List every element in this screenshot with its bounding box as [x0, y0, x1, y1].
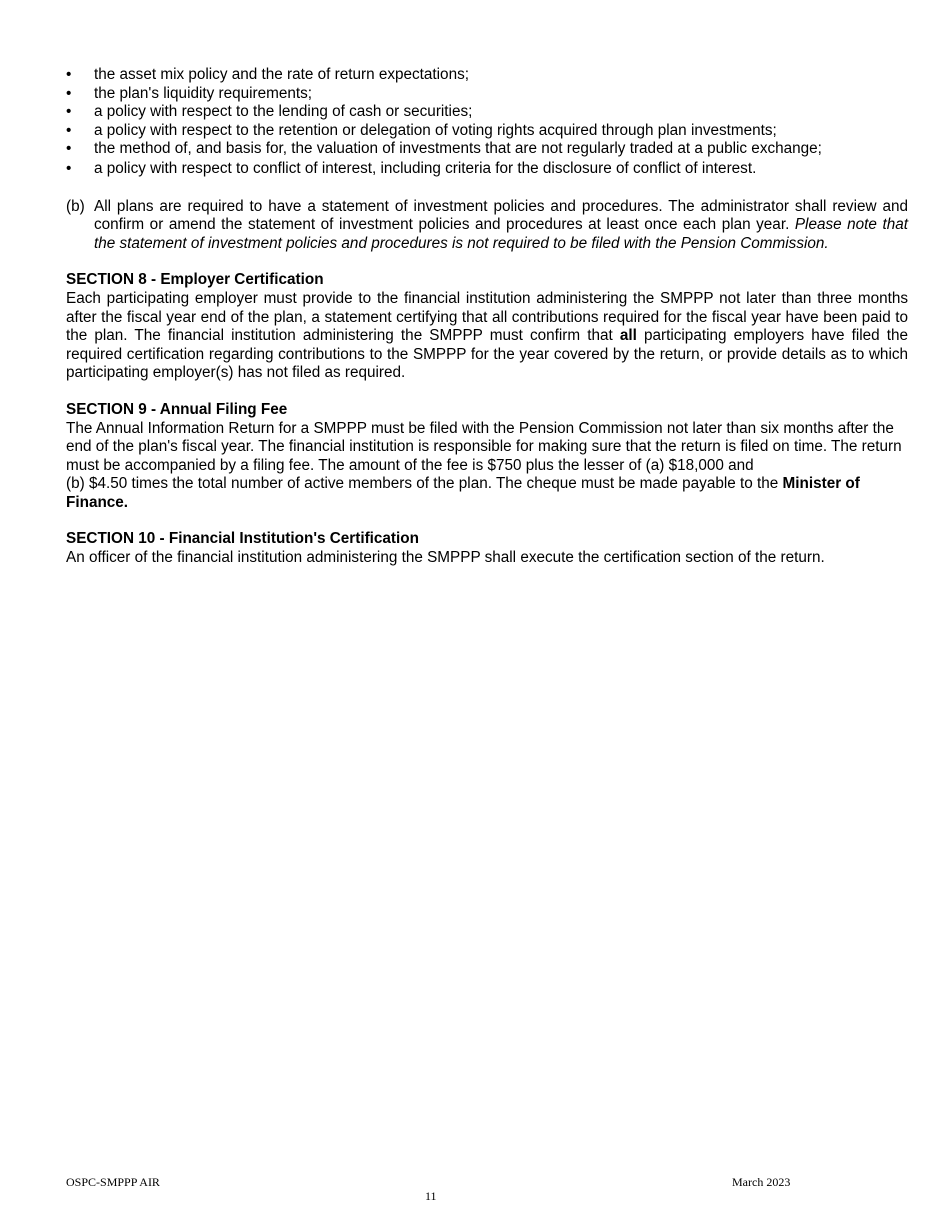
bullet-icon: • — [66, 66, 72, 83]
list-item: • a policy with respect to conflict of interest, including criteria for the disclosure of conflict of interest. — [66, 159, 757, 177]
document-page — [66, 66, 908, 568]
section-8-text: Each participating employer must provide to the financial institution administering the SMPPP not later than three months after the fiscal year end of the plan, a statement certifying that all contributions required for the fiscal year have been paid to the plan. The financial institution administering the SMPPP must confirm that all participating employers have filed the required certification regarding contributions to the SMPPP for the year covered by the return, or provide details as to which participating employer(s) has not filed as required. — [66, 289, 909, 382]
section-9-text: The Annual Information Return for a SMPPP must be filed with the Pension Commission not later than six months after the end of the plan's fiscal year. The financial institution is responsible for making sure that the return is filed on time. The return must be accompanied by a filing fee. The amount of the fee is $750 plus the lesser of (a) $18,000 and (b) $4.50 times the total number of active members of the plan. The cheque must be made payable to the Minister of Finance. — [66, 419, 902, 511]
section-8-heading: SECTION 8 - Employer Certification — [66, 271, 324, 289]
section-8 — [66, 271, 908, 383]
section-9-heading: SECTION 9 - Annual Filing Fee — [66, 400, 288, 418]
bullet-icon: • — [66, 103, 72, 121]
footer-form-id: OSPC-SMPPP AIR — [66, 1175, 160, 1189]
investment-policy-bullet-list — [66, 66, 908, 179]
paragraph-text: All plans are required to have a statement of investment policies and procedures. The administrator shall review and confirm or amend the statement of investment policies and procedures at least once each plan year. — [94, 197, 908, 234]
bullet-icon: • — [66, 121, 72, 139]
paragraph-label: (b) — [66, 197, 85, 215]
bullet-icon: • — [66, 140, 72, 158]
bullet-icon: • — [66, 159, 72, 177]
list-item: • a policy with respect to the lending of cash or securities; — [66, 103, 473, 121]
section-10-text: An officer of the financial institution administering the SMPPP shall execute the certification section of the return. — [66, 549, 825, 567]
page-number: 11 — [425, 1189, 437, 1203]
footer-date: March 2023 — [732, 1175, 791, 1189]
list-item: • the plan's liquidity requirements; — [66, 84, 313, 102]
bullet-icon: • — [66, 84, 72, 102]
section-10-heading: SECTION 10 - Financial Institution's Certification — [66, 530, 419, 548]
paragraph-note: Please note that the statement of investment policies and procedures is not required to be filed with the Pension Commission. — [94, 216, 908, 252]
list-item: • the asset mix policy and the rate of return expectations; — [66, 66, 469, 83]
section-9 — [66, 401, 908, 513]
list-item: • the method of, and basis for, the valuation of investments that are not regularly traded at a public exchange; — [66, 140, 822, 158]
list-item: • a policy with respect to the retention or delegation of voting rights acquired through plan investments; — [66, 121, 777, 139]
paragraph-b — [66, 198, 908, 254]
section-10 — [66, 530, 908, 567]
